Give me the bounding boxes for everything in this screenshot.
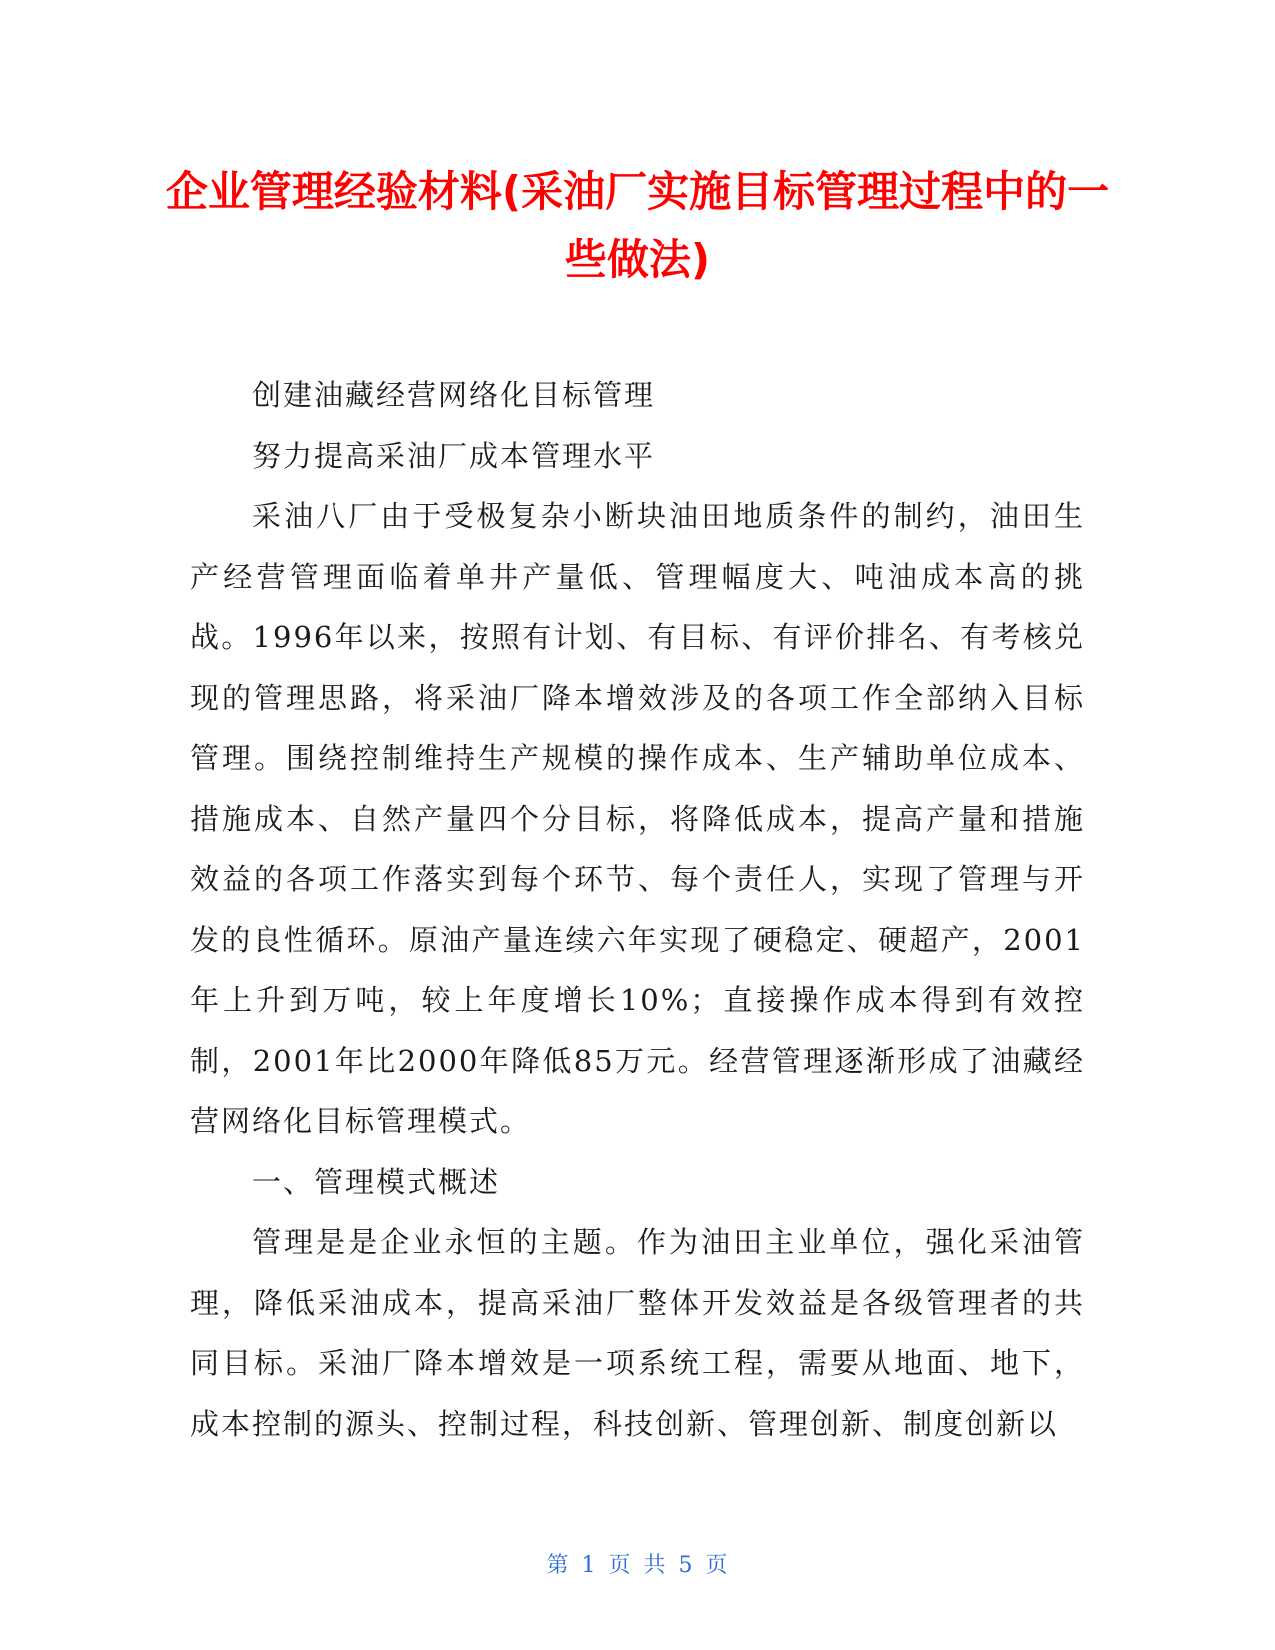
section-heading: 一、管理模式概述: [252, 1164, 501, 1199]
subtitle-line-2: 努力提高采油厂成本管理水平: [252, 438, 656, 473]
footer-total-pages: 5: [678, 1553, 694, 1578]
document-title: 企业管理经验材料(采油厂实施目标管理过程中的一些做法): [165, 167, 1110, 284]
body-paragraph: 采油八厂由于受极复杂小断块油田地质条件的制约，油田生产经营管理面临着单井产量低、管理幅度大、吨油成本高的挑战。1996年以来，按照有计划、有目标、有评价排名、有考核兑现的管理思路，将采油厂降本增效涉及的各项工作全部纳入目标管理。围绕控制维持生产规模的操作成本、生产辅助单位成本、措施成本、自然产量四个分目标，将降低成本，提高产量和措施效益的各项工作落实到每个环节、每个责任人，实现了管理与开发的良性循环。原油产量连续六年实现了硬稳定、硬超产，2001年上升到万吨，较上年度增长10%；直接操作成本得到有效控制，2001年比2000年降低85万元。经营管理逐渐形成了油藏经营网络化目标管理模式。: [190, 499, 1085, 1138]
footer-label-ye2: 页: [705, 1553, 729, 1578]
subtitle-line-1: 创建油藏经营网络化目标管理: [252, 378, 656, 412]
footer-label-di: 第: [546, 1553, 570, 1578]
body-paragraph: 管理是是企业永恒的主题。作为油田主业单位，强化采油管理，降低采油成本，提高采油厂整体开发效益是各级管理者的共同目标。采油厂降本增效是一项系统工程，需要从地面、地下，成本控制的源头、控制过程，科技创新、管理创新、制度创新以: [190, 1225, 1085, 1441]
page-footer: [0, 1548, 1275, 1579]
footer-label-ye: 页: [608, 1553, 632, 1578]
document-body: [190, 365, 1085, 1454]
footer-label-gong: 共: [643, 1553, 667, 1578]
footer-current-page: 1: [581, 1553, 597, 1578]
